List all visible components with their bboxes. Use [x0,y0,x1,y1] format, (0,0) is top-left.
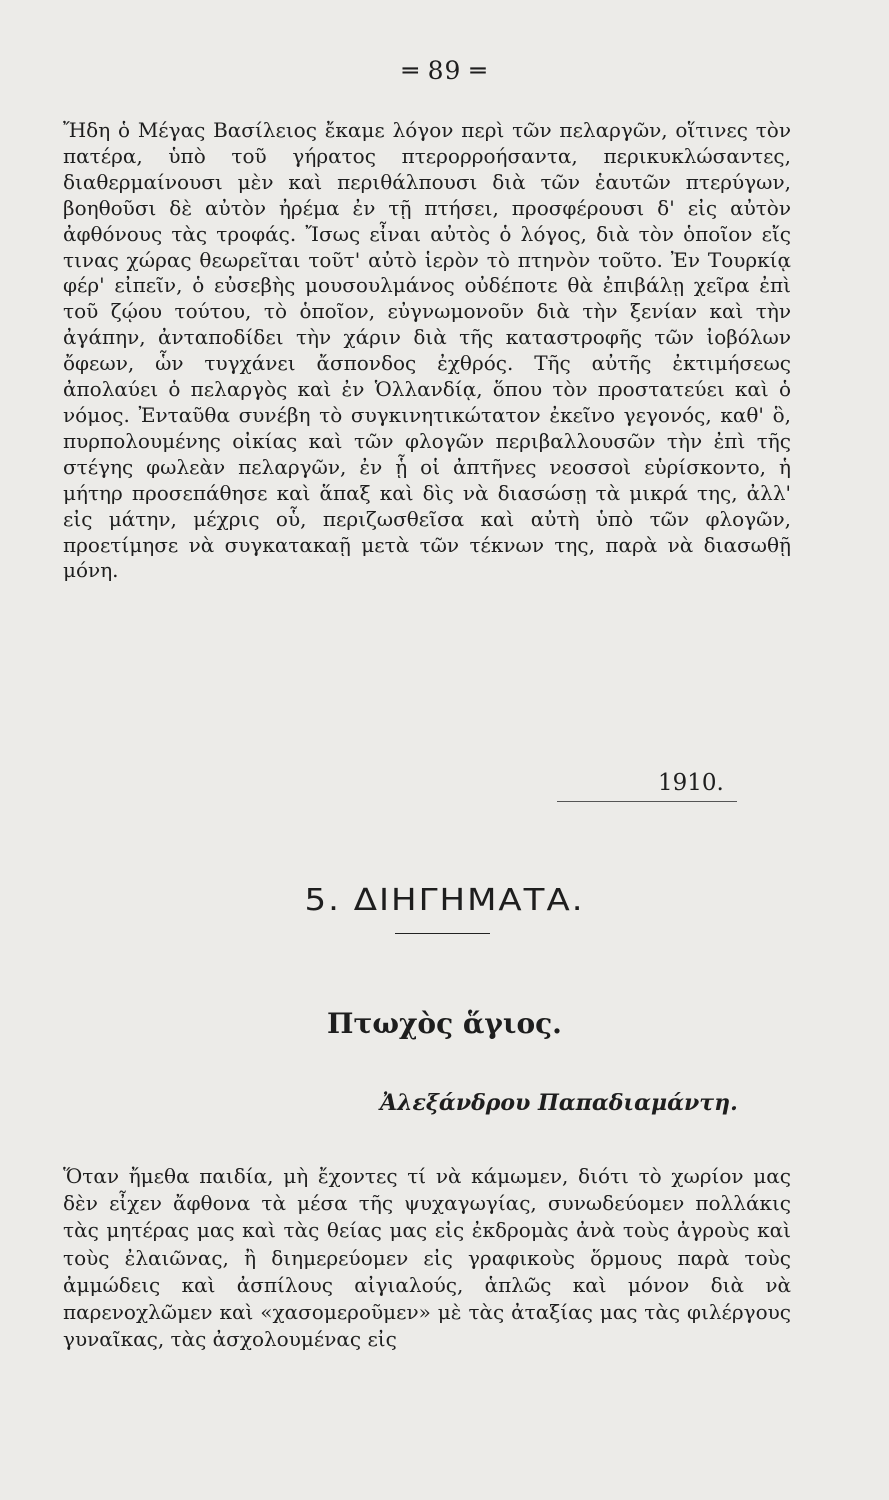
page-number: ═ 89 ═ [402,56,487,85]
date-rule [557,801,737,802]
paragraph-storks: Ἤδη ὁ Μέγας Βασίλειος ἔκαμε λόγον περὶ τῶν πελαργῶν, οἵτινες τὸν πατέρα, ὑπὸ τοῦ γήρατος πτερορροήσαντα, περικυκλώσαντες, διαθερμαίνουσι μὲν καὶ περιθάλπουσι διὰ τῶν ἑαυτῶν πτερύγων, βοηθοῦσι δὲ αὐτὸν ἠρέμα ἐν τῇ πτήσει, προσφέρουσι δ' εἰς αὐτὸν ἀφθόνους τὰς τροφάς. Ἴσως εἶναι αὐτὸς ὁ λόγος, διὰ τὸν ὁποῖον εἴς τινας χώρας θεωρεῖται τοῦτ' αὐτὸ ἱερὸν τὸ πτηνὸν τοῦτο. Ἐν Τουρκίᾳ φέρ' εἰπεῖν, ὁ εὐσεβὴς μουσουλμάνος οὐδέποτε θὰ ἐπιβάλῃ χεῖρα ἐπὶ τοῦ ζῴου τούτου, τὸ ὁποῖον, εὐγνωμονοῦν διὰ τὴν ξενίαν καὶ τὴν ἀγάπην, ἀνταποδίδει τὴν χάριν διὰ τῆς καταστροφῆς τῶν ἰοβόλων ὄφεων, ὧν τυγχάνει ἄσπονδος ἐχθρός. Τῆς αὐτῆς ἐκτιμήσεως ἀπολαύει ὁ πελαργὸς καὶ ἐν Ὁλλανδίᾳ, ὅπου τὸν προστατεύει καὶ ὁ νόμος. Ἐνταῦθα συνέβη τὸ συγκινητικώτατον ἐκεῖνο γεγονός, καθ' ὃ, πυρπολουμένης οἰκίας καὶ τῶν φλογῶν περιβαλλουσῶν τὴν ἐπὶ τῆς στέγης φωλεὰν πελαργῶν, ἐν ᾗ οἱ ἀπτῆνες νεοσσοὶ εὑρίσκοντο, ἡ μήτηρ προσεπάθησε καὶ ἅπαξ καὶ δὶς νὰ διασώσῃ τὰ μικρά της, ἀλλ' εἰς μάτην, μέχρις οὗ, περιζωσθεῖσα καὶ αὐτὴ ὑπὸ τῶν φλογῶν, προετίμησε νὰ συγκατακαῇ μετὰ τῶν τέκνων της, παρὰ νὰ διασωθῇ μόνη. [63,118,791,583]
story-title: Πτωχὸς ἅγιος. [327,1007,562,1040]
date-line: 1910. [658,770,724,796]
section-heading: 5. ΔΙΗΓΗΜΑΤΑ. [304,882,585,918]
story-author: Ἀλεξάνδρου Παπαδιαμάντη. [380,1090,738,1116]
paragraph-story-opening: Ὅταν ἤμεθα παιδία, μὴ ἔχοντες τί νὰ κάμωμεν, διότι τὸ χωρίον μας δὲν εἶχεν ἄφθονα τὰ μέσα τῆς ψυχαγωγίας, συνωδεύομεν πολλάκις τὰς μητέρας μας καὶ τὰς θείας μας εἰς ἐκδρομὰς ἀνὰ τοὺς ἀγροὺς καὶ τοὺς ἐλαιῶνας, ἢ διημερεύομεν εἰς γραφικοὺς ὅρμους παρὰ τοὺς ἀμμώδεις καὶ ἀσπίλους αἰγιαλούς, ἁπλῶς καὶ μόνον διὰ νὰ παρενοχλῶμεν καὶ «χασομεροῦμεν» μὲ τὰς ἀταξίας μας τὰς φιλέργους γυναῖκας, τὰς ἀσχολουμένας εἰς [63,1164,791,1352]
section-rule [395,933,490,934]
